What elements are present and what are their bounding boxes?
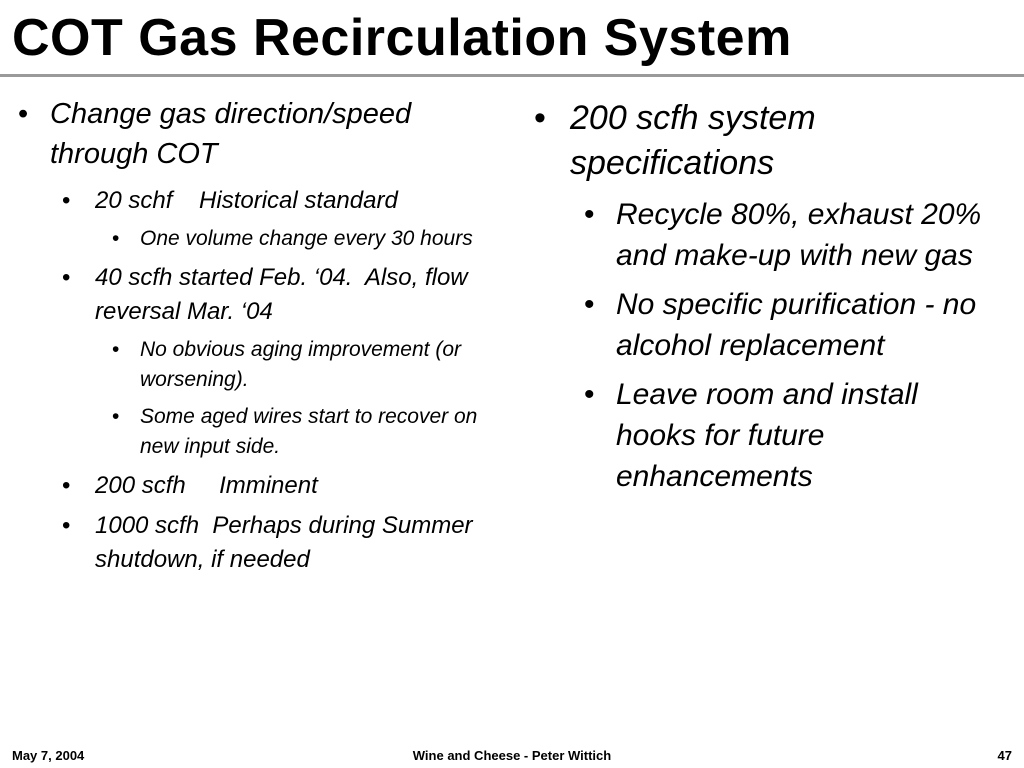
bullet-dot-icon: •	[112, 405, 120, 428]
left-bullet-column	[14, 94, 506, 583]
bullet-text: Leave room and install hooks for future enhancements	[616, 378, 918, 493]
bullet-dot-icon: •	[584, 288, 595, 321]
bullet-no-obvious-aging	[14, 335, 506, 395]
bullet-leave-room	[530, 374, 1000, 497]
footer-page-number: 47	[997, 748, 1012, 763]
bullet-dot-icon: •	[62, 472, 71, 499]
bullet-text: Recycle 80%, exhaust 20% and make-up with new gas	[616, 198, 982, 272]
bullet-recycle-80	[530, 194, 1000, 276]
bullet-aged-wires-recover	[14, 402, 506, 462]
bullet-dot-icon: •	[112, 227, 120, 250]
footer-presentation-title: Wine and Cheese - Peter Wittich	[412, 748, 612, 763]
bullet-text: 40 scfh started Feb. ‘04. Also, flow reversal Mar. ‘04	[95, 264, 475, 325]
bullet-20-schf	[14, 184, 506, 218]
bullet-dot-icon: •	[534, 99, 546, 137]
bullet-text: Change gas direction/speed through COT	[50, 98, 412, 170]
bullet-text: 200 scfh system specifications	[570, 99, 816, 182]
bullet-text: 200 scfh Imminent	[95, 472, 318, 499]
bullet-200-scfh-imminent	[14, 469, 506, 503]
bullet-dot-icon: •	[112, 338, 120, 361]
bullet-1000-scfh	[14, 509, 506, 577]
bullet-change-gas-direction	[14, 94, 506, 174]
bullet-text: 20 schf Historical standard	[95, 187, 398, 214]
bullet-one-volume-change	[14, 224, 506, 254]
bullet-40-scfh	[14, 261, 506, 329]
right-bullet-column	[530, 96, 1000, 505]
title-divider	[0, 74, 1024, 77]
bullet-text: No obvious aging improvement (or worsening).	[140, 338, 461, 391]
bullet-no-purification	[530, 284, 1000, 366]
bullet-text: One volume change every 30 hours	[140, 227, 473, 250]
bullet-text: Some aged wires start to recover on new input side.	[140, 405, 478, 458]
bullet-dot-icon: •	[62, 512, 71, 539]
bullet-dot-icon: •	[62, 187, 71, 214]
bullet-200-scfh-specs	[530, 96, 1000, 186]
bullet-text: No specific purification - no alcohol replacement	[616, 288, 977, 362]
bullet-dot-icon: •	[18, 98, 29, 130]
slide-title: COT Gas Recirculation System	[12, 9, 792, 67]
bullet-dot-icon: •	[584, 198, 595, 231]
bullet-text: 1000 scfh Perhaps during Summer shutdown, if needed	[95, 512, 480, 573]
bullet-dot-icon: •	[62, 264, 71, 291]
footer-date: May 7, 2004	[12, 748, 85, 763]
bullet-dot-icon: •	[584, 378, 595, 411]
